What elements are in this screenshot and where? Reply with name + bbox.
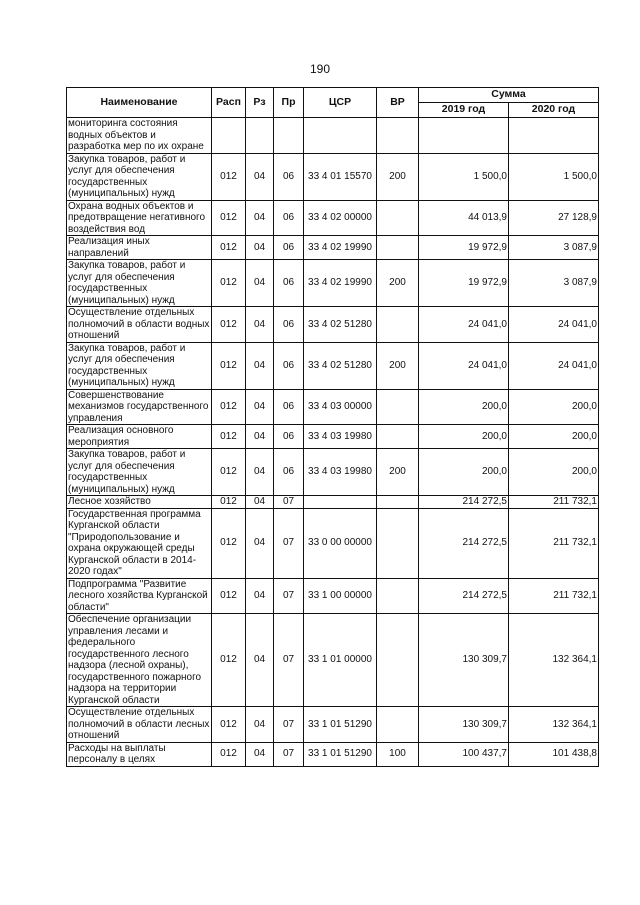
cell-rz: 04 — [246, 236, 274, 260]
cell-pr — [274, 118, 304, 154]
cell-vr — [377, 236, 419, 260]
cell-rz: 04 — [246, 614, 274, 707]
cell-pr: 06 — [274, 260, 304, 307]
cell-rasp: 012 — [212, 260, 246, 307]
cell-pr: 07 — [274, 508, 304, 578]
cell-rasp — [212, 118, 246, 154]
cell-rasp: 012 — [212, 449, 246, 496]
cell-name: Осуществление отдельных полномочий в области лесных отношений — [67, 707, 212, 743]
cell-pr: 06 — [274, 307, 304, 343]
cell-csr: 33 4 02 19990 — [304, 260, 377, 307]
cell-pr: 06 — [274, 153, 304, 200]
cell-rz: 04 — [246, 425, 274, 449]
cell-2020 — [509, 118, 599, 154]
cell-vr — [377, 496, 419, 509]
cell-vr — [377, 389, 419, 425]
header-csr: ЦСР — [304, 88, 377, 118]
cell-2019: 44 013,9 — [419, 200, 509, 236]
cell-name: мониторинга состояния водных объектов и разработка мер по их охране — [67, 118, 212, 154]
cell-name: Государственная программа Курганской области "Природопользование и охрана окружающей среды Курганской области в 2014-2020 годах" — [67, 508, 212, 578]
cell-csr: 33 4 01 15570 — [304, 153, 377, 200]
cell-rasp: 012 — [212, 425, 246, 449]
cell-vr: 200 — [377, 342, 419, 389]
cell-vr — [377, 578, 419, 614]
cell-rasp: 012 — [212, 614, 246, 707]
cell-rasp: 012 — [212, 578, 246, 614]
cell-2020: 200,0 — [509, 425, 599, 449]
table-row — [67, 118, 599, 154]
cell-rz: 04 — [246, 342, 274, 389]
table-row — [67, 200, 599, 236]
cell-pr: 06 — [274, 449, 304, 496]
header-sum: Сумма — [419, 88, 599, 103]
header-rz: Рз — [246, 88, 274, 118]
cell-csr: 33 1 01 51290 — [304, 742, 377, 766]
cell-rasp: 012 — [212, 389, 246, 425]
cell-2020: 27 128,9 — [509, 200, 599, 236]
cell-name: Совершенствование механизмов государственного управления — [67, 389, 212, 425]
cell-csr: 33 4 03 19980 — [304, 425, 377, 449]
cell-rz: 04 — [246, 742, 274, 766]
header-2019: 2019 год — [419, 103, 509, 118]
cell-pr: 07 — [274, 578, 304, 614]
cell-csr: 33 4 02 19990 — [304, 236, 377, 260]
cell-2019: 200,0 — [419, 389, 509, 425]
cell-pr: 06 — [274, 342, 304, 389]
cell-vr: 100 — [377, 742, 419, 766]
cell-rasp: 012 — [212, 236, 246, 260]
cell-name: Реализация основного мероприятия — [67, 425, 212, 449]
cell-rasp: 012 — [212, 742, 246, 766]
cell-2019: 200,0 — [419, 449, 509, 496]
table-row — [67, 496, 599, 509]
cell-name: Закупка товаров, работ и услуг для обеспечения государственных (муниципальных) нужд — [67, 153, 212, 200]
cell-2019: 19 972,9 — [419, 260, 509, 307]
cell-vr — [377, 707, 419, 743]
cell-rasp: 012 — [212, 307, 246, 343]
cell-rz: 04 — [246, 508, 274, 578]
table-row — [67, 260, 599, 307]
cell-vr: 200 — [377, 153, 419, 200]
cell-pr: 07 — [274, 496, 304, 509]
cell-vr — [377, 200, 419, 236]
cell-csr: 33 4 03 00000 — [304, 389, 377, 425]
cell-vr: 200 — [377, 449, 419, 496]
cell-vr — [377, 118, 419, 154]
table-row — [67, 236, 599, 260]
table-row — [67, 707, 599, 743]
cell-pr: 07 — [274, 742, 304, 766]
table-row — [67, 342, 599, 389]
cell-csr: 33 4 02 51280 — [304, 342, 377, 389]
cell-rasp: 012 — [212, 153, 246, 200]
cell-2019: 24 041,0 — [419, 342, 509, 389]
cell-2020: 211 732,1 — [509, 578, 599, 614]
cell-rasp: 012 — [212, 342, 246, 389]
cell-name: Закупка товаров, работ и услуг для обеспечения государственных (муниципальных) нужд — [67, 342, 212, 389]
cell-rz: 04 — [246, 389, 274, 425]
table-row — [67, 153, 599, 200]
cell-2020: 211 732,1 — [509, 508, 599, 578]
cell-pr: 07 — [274, 614, 304, 707]
cell-rz: 04 — [246, 153, 274, 200]
cell-name: Закупка товаров, работ и услуг для обеспечения государственных (муниципальных) нужд — [67, 260, 212, 307]
cell-2019: 214 272,5 — [419, 578, 509, 614]
page-number: 190 — [309, 62, 331, 76]
cell-name: Обеспечение организации управления лесами и федерального государственного лесного надзора (лесной охраны), государственного пожарного надзора на территории Курганской области — [67, 614, 212, 707]
cell-name: Расходы на выплаты персоналу в целях — [67, 742, 212, 766]
cell-name: Осуществление отдельных полномочий в области водных отношений — [67, 307, 212, 343]
cell-pr: 06 — [274, 425, 304, 449]
cell-2019: 214 272,5 — [419, 496, 509, 509]
table-row — [67, 578, 599, 614]
cell-csr — [304, 496, 377, 509]
cell-csr: 33 1 01 00000 — [304, 614, 377, 707]
cell-2020: 200,0 — [509, 449, 599, 496]
cell-pr: 06 — [274, 200, 304, 236]
cell-rz: 04 — [246, 496, 274, 509]
cell-name: Охрана водных объектов и предотвращение негативного воздействия вод — [67, 200, 212, 236]
cell-2020: 101 438,8 — [509, 742, 599, 766]
cell-csr: 33 0 00 00000 — [304, 508, 377, 578]
cell-name: Лесное хозяйство — [67, 496, 212, 509]
cell-2019: 24 041,0 — [419, 307, 509, 343]
cell-name: Закупка товаров, работ и услуг для обеспечения государственных (муниципальных) нужд — [67, 449, 212, 496]
cell-csr — [304, 118, 377, 154]
header-2020: 2020 год — [509, 103, 599, 118]
budget-table — [66, 87, 599, 767]
cell-csr: 33 4 02 51280 — [304, 307, 377, 343]
cell-2019: 100 437,7 — [419, 742, 509, 766]
cell-rz: 04 — [246, 260, 274, 307]
cell-2019: 130 309,7 — [419, 614, 509, 707]
header-pr: Пр — [274, 88, 304, 118]
cell-2020: 200,0 — [509, 389, 599, 425]
cell-rz — [246, 118, 274, 154]
cell-vr — [377, 614, 419, 707]
cell-2020: 24 041,0 — [509, 307, 599, 343]
cell-2020: 24 041,0 — [509, 342, 599, 389]
table-body — [67, 118, 599, 767]
cell-name: Подпрограмма "Развитие лесного хозяйства Курганской области" — [67, 578, 212, 614]
cell-vr — [377, 307, 419, 343]
table-row — [67, 508, 599, 578]
cell-2020: 211 732,1 — [509, 496, 599, 509]
cell-vr — [377, 425, 419, 449]
cell-csr: 33 4 02 00000 — [304, 200, 377, 236]
cell-csr: 33 1 00 00000 — [304, 578, 377, 614]
cell-2020: 132 364,1 — [509, 707, 599, 743]
table-row — [67, 307, 599, 343]
cell-csr: 33 4 03 19980 — [304, 449, 377, 496]
cell-rasp: 012 — [212, 707, 246, 743]
table-row — [67, 389, 599, 425]
header-rasp: Расп — [212, 88, 246, 118]
cell-2020: 1 500,0 — [509, 153, 599, 200]
cell-csr: 33 1 01 51290 — [304, 707, 377, 743]
cell-pr: 06 — [274, 389, 304, 425]
cell-2019 — [419, 118, 509, 154]
cell-rz: 04 — [246, 578, 274, 614]
cell-rasp: 012 — [212, 200, 246, 236]
header-name: Наименование — [67, 88, 212, 118]
cell-rz: 04 — [246, 449, 274, 496]
cell-vr: 200 — [377, 260, 419, 307]
cell-name: Реализация иных направлений — [67, 236, 212, 260]
cell-rasp: 012 — [212, 508, 246, 578]
cell-rz: 04 — [246, 707, 274, 743]
cell-2020: 3 087,9 — [509, 260, 599, 307]
cell-pr: 07 — [274, 707, 304, 743]
cell-2019: 130 309,7 — [419, 707, 509, 743]
cell-rz: 04 — [246, 200, 274, 236]
cell-2019: 19 972,9 — [419, 236, 509, 260]
table-row — [67, 614, 599, 707]
cell-2019: 1 500,0 — [419, 153, 509, 200]
table-row — [67, 449, 599, 496]
header-vr: ВР — [377, 88, 419, 118]
cell-2020: 3 087,9 — [509, 236, 599, 260]
cell-2019: 200,0 — [419, 425, 509, 449]
cell-pr: 06 — [274, 236, 304, 260]
cell-vr — [377, 508, 419, 578]
cell-2020: 132 364,1 — [509, 614, 599, 707]
table-row — [67, 425, 599, 449]
cell-2019: 214 272,5 — [419, 508, 509, 578]
table-row — [67, 742, 599, 766]
cell-rz: 04 — [246, 307, 274, 343]
cell-rasp: 012 — [212, 496, 246, 509]
